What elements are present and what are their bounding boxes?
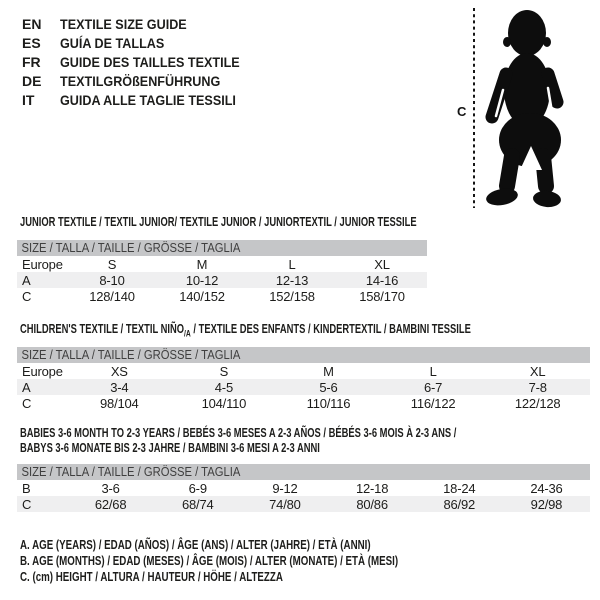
table-cell: S: [107, 256, 117, 272]
baby-foot-right: [532, 190, 561, 208]
row-label: A: [22, 272, 31, 288]
footnote-c: C. (cm) HEIGHT / ALTURA / HAUTEUR / HÖHE / ALTEZZA: [20, 570, 283, 584]
table-cell: 80/86: [356, 496, 388, 512]
size-header-bar: [17, 240, 427, 256]
table-cell: 158/170: [359, 288, 405, 304]
language-code: ES: [22, 35, 41, 51]
language-label: GUÍA DE TALLAS: [60, 35, 165, 51]
baby-ear-left: [503, 37, 511, 47]
footnote-a: A. AGE (YEARS) / EDAD (AÑOS) / ÂGE (ANS) / ALTER (JAHRE) / ETÀ (ANNI): [20, 538, 371, 552]
size-header-label: SIZE / TALLA / TAILLE / GRÖSSE / TAGLIA: [21, 241, 241, 255]
table-cell: 3-6: [101, 480, 120, 496]
table-cell: XS: [110, 363, 128, 379]
table-row: [17, 363, 590, 379]
language-code: DE: [22, 73, 42, 89]
children-section-title: [20, 322, 471, 339]
table-cell: XL: [374, 256, 390, 272]
language-header: [22, 15, 260, 110]
size-header-bar: [17, 464, 590, 480]
language-code: IT: [22, 92, 35, 108]
language-row: [22, 34, 260, 53]
table-cell: 152/158: [269, 288, 315, 304]
language-row: [22, 72, 260, 91]
table-row: [17, 395, 590, 411]
table-cell: L: [429, 363, 437, 379]
baby-ear-right: [543, 37, 551, 47]
table-cell: 62/68: [94, 496, 127, 512]
language-code: FR: [22, 54, 41, 70]
language-label: TEXTILE SIZE GUIDE: [60, 16, 187, 32]
language-row: [22, 53, 260, 72]
footnote-b: B. AGE (MONTHS) / EDAD (MESES) / ÂGE (MOIS) / ALTER (MONATE) / ETÀ (MESI): [20, 554, 399, 568]
table-row: [17, 496, 590, 512]
table-cell: 92/98: [530, 496, 563, 512]
row-label: A: [22, 379, 31, 395]
table-cell: 7-8: [528, 379, 547, 395]
children-title-part1: CHILDREN'S TEXTILE / TEXTIL NIÑO: [20, 322, 185, 336]
babies-section-title: [20, 426, 456, 456]
table-row: [17, 256, 427, 272]
language-row: [22, 91, 260, 110]
table-cell: 74/80: [269, 496, 301, 512]
table-cell: 122/128: [514, 395, 561, 411]
table-cell: 18-24: [443, 480, 476, 496]
row-label: C: [22, 395, 32, 411]
table-cell: M: [196, 256, 208, 272]
table-cell: 128/140: [89, 288, 135, 304]
table-cell: L: [288, 256, 296, 272]
table-cell: 12-18: [355, 480, 389, 496]
table-cell: 110/116: [306, 395, 351, 411]
table-row: [17, 272, 427, 288]
table-cell: 5-6: [319, 379, 338, 395]
table-cell: 98/104: [100, 395, 139, 411]
table-cell: 14-16: [365, 272, 399, 288]
language-label: GUIDA ALLE TAGLIE TESSILI: [60, 92, 236, 108]
footnotes: [20, 537, 505, 585]
language-code: EN: [22, 16, 42, 32]
table-cell: 86/92: [443, 496, 476, 512]
table-cell: M: [323, 363, 334, 379]
junior-section-title: [20, 215, 417, 229]
baby-figure: [450, 0, 590, 214]
language-label: GUIDE DES TAILLES TEXTILE: [60, 54, 240, 70]
table-cell: 4-5: [214, 379, 233, 395]
babies-title-line2: BABYS 3-6 MONATE BIS 2-3 JAHRE / BAMBINI 3-6 MESI A 2-3 ANNI: [20, 441, 320, 455]
row-label: C: [22, 288, 32, 304]
table-cell: 10-12: [185, 272, 219, 288]
size-header-label: SIZE / TALLA / TAILLE / GRÖSSE / TAGLIA: [21, 348, 241, 362]
row-label: C: [22, 496, 32, 512]
table-cell: 8-10: [99, 272, 125, 288]
baby-leg-left: [507, 156, 512, 186]
language-label: TEXTILGRÖßENFÜHRUNG: [60, 73, 221, 89]
language-row: [22, 15, 260, 34]
table-cell: 6-9: [188, 480, 207, 496]
row-label: Europe: [22, 363, 63, 379]
table-cell: S: [219, 363, 229, 379]
baby-head: [508, 10, 546, 56]
junior-size-table: [17, 240, 427, 304]
table-cell: 6-7: [423, 379, 443, 395]
children-title-subscript: /A: [184, 328, 191, 339]
babies-title-line1: BABIES 3-6 MONTH TO 2-3 YEARS / BEBÉS 3-6 MESES A 2-3 AÑOS / BÉBÉS 3-6 MOIS À 2-3 ANS /: [20, 426, 457, 440]
baby-silhouette: [485, 10, 562, 208]
table-cell: 116/122: [410, 395, 456, 411]
table-row: [17, 379, 590, 395]
junior-title-text: JUNIOR TEXTILE / TEXTIL JUNIOR/ TEXTILE JUNIOR / JUNIORTEXTIL / JUNIOR TESSILE: [20, 215, 417, 229]
table-cell: 140/152: [179, 288, 225, 304]
babies-size-table: [17, 464, 590, 512]
baby-leg-right: [543, 156, 546, 186]
table-cell: 3-4: [110, 379, 129, 395]
table-cell: 104/110: [201, 395, 247, 411]
table-row: [17, 288, 427, 304]
size-header-label: SIZE / TALLA / TAILLE / GRÖSSE / TAGLIA: [21, 465, 241, 479]
height-label: C: [457, 104, 467, 119]
row-label: B: [22, 480, 31, 496]
children-size-table: [17, 347, 590, 411]
table-cell: XL: [529, 363, 546, 379]
table-cell: 9-12: [272, 480, 298, 496]
table-cell: 68/74: [181, 496, 214, 512]
size-header-bar: [17, 347, 590, 363]
table-row: [17, 480, 590, 496]
table-cell: 12-13: [275, 272, 309, 288]
row-label: Europe: [22, 256, 63, 272]
baby-arm-left: [492, 74, 506, 117]
table-cell: 24-36: [530, 480, 563, 496]
children-title-part2: / TEXTILE DES ENFANTS / KINDERTEXTIL / BAMBINI TESSILE: [190, 322, 471, 336]
